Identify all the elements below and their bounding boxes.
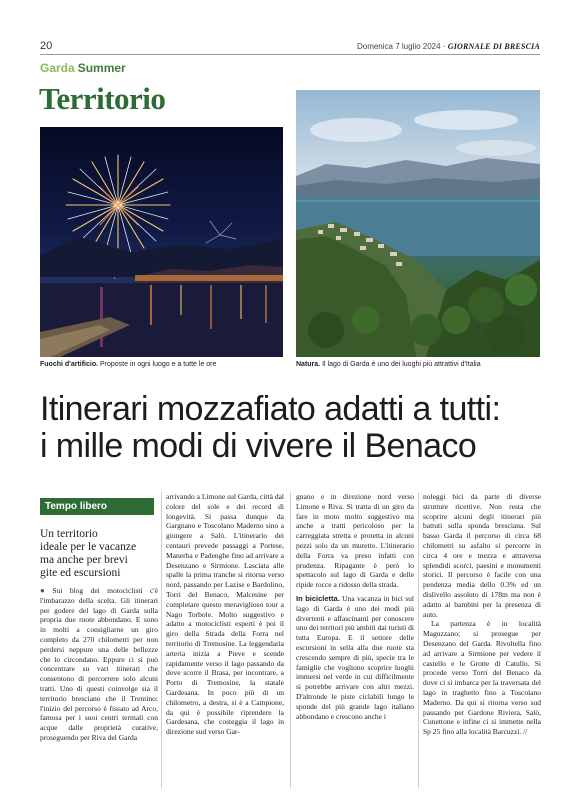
article-column-4 [423,492,541,737]
paragraph: gnano e in direzione nord verso Limone e Riva. Si tratta di un giro da fare in moto molto suggestivo ma anche a tratti pericoloso per la carreggiata stretta e protetta in alcuni pezzi solo da un muretto. L'itinerario della Forra va preso infatti con prudenza. Ripagante è però lo spettacolo sul lago di Garda e delle ripide rocce a ridosso della strada. [296,492,414,590]
issue-date: Domenica 7 luglio 2024 [356,42,441,51]
dateline-separator: · [442,42,446,51]
section-label-summer: Summer [77,61,126,75]
section-label [40,61,126,75]
article-headline [40,391,560,465]
summary-line: ma anche per brevi [40,554,128,566]
column-rule [161,492,162,788]
paragraph [40,586,158,743]
paragraph: noleggi bici da parte di diverse strutture ricettive. Non resta che scoprire alcuni degli itinerari più battuti sulla sponda bresciana. Sul basso Garda il percorso di circa 68 chilometri su asfalto si percorre in circa 4 ore e mezza e attraversa splendidi scorci, paesini e monumenti storici. Il percorso è facile con una pendenza media dello 0.3% ed un dislivello assoluto di 178m ma non è adatto ai bambini per la presenza di auto. [423,492,541,619]
paragraph [423,619,541,737]
article-column-3 [296,492,414,721]
caption-text: Proposte in ogni luogo e a tutte le ore [98,361,217,368]
fireworks-photo [40,127,283,357]
article-column-2 [166,492,284,737]
lake-garda-photo [296,90,540,357]
summary-line: ideale per le vacanze [40,541,137,553]
fireworks-illustration [40,127,283,357]
summary-line: Un territorio [40,528,98,540]
page-header [40,38,540,55]
paragraph [296,594,414,721]
paragraph: arrivando a Limone sul Garda, città dal colore del sole e dei record di longevità. Si passa dunque da Gargnano e Toscolano Maderno sino a giungere a Salò. L'itinerario dei centauri prevede passaggi a Portese, Manerba e Padenghe fino ad arrivare a Desenzano e Sirmione. Lasciata alle spalle la prima tranche si ritorna verso nord, passando per Lazise e Bardolino, Torri del Benaco, Malcesine per completare questo meraviglioso tour a Nago Torbole. Molto suggestivo e adatto a motociclisti esperti è poi il giro della Strada della Forra nel territorio di Tremosine. La leggendaria arteria inizia a Pieve e scende rapidamente verso il lago passando da dove scorre il Brasa, per incontrare, a Porto di Tremosine, la statale Gardesana. In poco più di un chilometro, a destra, si è a Campione, da qui è possibile riprendere la Gardesana, che costeggia il lago in direzione sud verso Gar- [166,492,284,737]
lake-landscape-illustration [296,90,540,357]
section-label-garda: Garda [40,61,75,75]
subheading: In bicicletta. [296,593,340,603]
fireworks-photo-caption [40,361,216,368]
bullet-icon: ● [40,586,51,595]
lake-photo-caption [296,361,481,368]
paragraph-text: Una vacanza in bici sul lago di Garda è uno dei modi più divertenti e affascinanti per conoscere uno dei territori più ambiti dai turisti di tutta Europa. E il settore delle escursioni in sella alla due ruote sta crescendo sempre di più, specie tra le famiglie che vogliono scoprire luoghi immersi nel verde in cui difficilmente si potrebbe arrivare con altri mezzi. D'altronde le piste ciclabili lungo le sponde del più grande lago italiano abbondano e crescono anche i [296,593,414,721]
headline-line-1: Itinerari mozzafiato adatti a tutti: [40,390,501,428]
section-kicker: Territorio [39,81,166,116]
article-column-1 [40,586,158,743]
headline-line-2: i mille modi di vivere il Benaco [40,427,477,465]
column-rule [418,492,419,788]
summary-line: gite ed escursioni [40,567,121,579]
caption-title: Natura. [296,361,321,368]
article-summary [40,528,160,580]
column-rule [290,492,291,788]
page-number: 20 [40,40,53,52]
caption-title: Fuochi d'artificio. [40,361,99,368]
caption-text: Il lago di Garda è uno dei luoghi più attrattivi d'Italia [320,361,481,368]
rubric-label: Tempo libero [40,498,154,515]
end-mark: // [523,727,528,737]
newspaper-name: GIORNALE DI BRESCIA [447,42,540,51]
paragraph-text: La partenza è in località Maguzzano; si prosegue per Desenzano del Garda. Rivoltella fino ad arrivare a Sirmione per vedere il castello e le Grotte di Catullo. Si procede verso Torri del Benaco da dove ci si imbarca per la traversata del lago in traghetto fino a Toscolano Maderno. Da qui si ritorna verso sud passando per Gardone Riviera, Salò, Cunettone e infine ci si immette nella Sp 25 fino alla località Barcuzzi. [423,619,541,737]
paragraph-text: Sui blog dei motociclisti c'è l'imbarazzo della scelta. Gli itinerari per godere del lago di Garda sulla propria due ruote abbondano. E sono in molti a consigliarne un giro completo da 270 chilometri per non perdersi neppure una delle bellezze che lo circondano. Eppure ci si può concentrare su vari itinerari che consentono di percorrere solo alcuni tratti. Uno di questi coinvolge sia il territorio bresciano che il Trentino: l'inizio del percorso è fissato ad Arco, famosa per i suoi centri termali con acque dalle proprietà curative, proseguendo per Riva del Garda [40,586,158,742]
dateline [357,42,540,51]
